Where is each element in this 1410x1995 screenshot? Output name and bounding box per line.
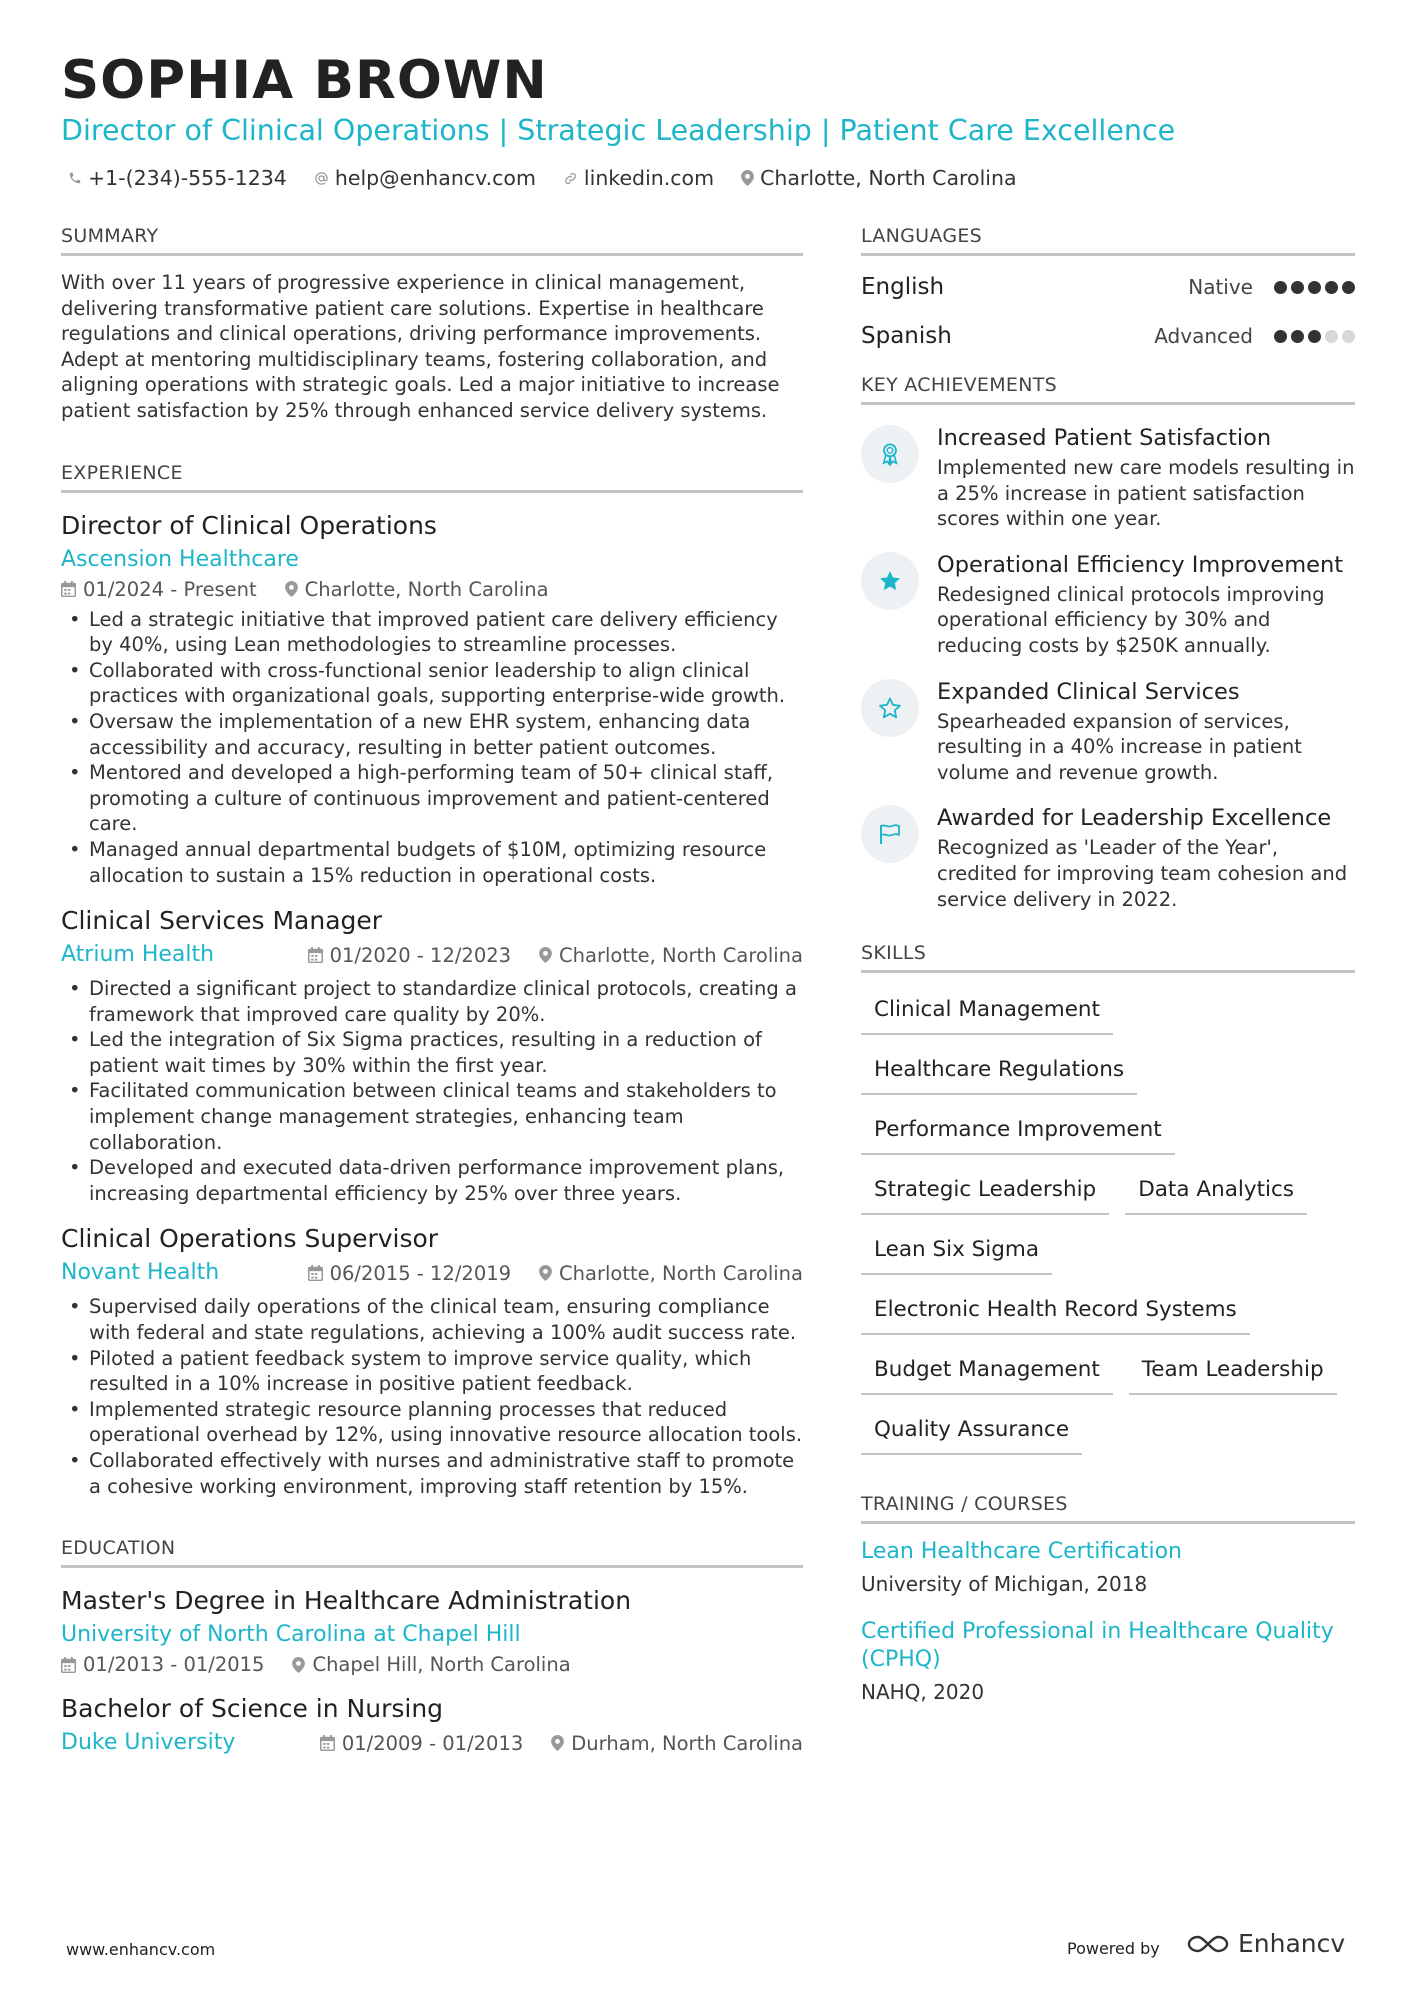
course-org: NAHQ, 2020 bbox=[861, 1680, 985, 1705]
phone-text: +1-(234)-555-1234 bbox=[88, 166, 287, 190]
achievement-desc: Redesigned clinical protocols improving operational efficiency by 30% and reducing costs by $250K annually. bbox=[937, 582, 1325, 657]
skill-tag: Quality Assurance bbox=[861, 1406, 1082, 1455]
rating-dot-filled bbox=[1291, 330, 1304, 343]
achievement-icon-badge bbox=[861, 805, 919, 863]
rating-dot-filled bbox=[1342, 281, 1355, 294]
skill-tag: Strategic Leadership bbox=[861, 1166, 1109, 1215]
job-bullets bbox=[61, 607, 803, 889]
bullet-item: • Developed and executed data-driven performance improvement plans, increasing departmental efficiency by 25% over three years. bbox=[61, 1155, 803, 1206]
achievement-desc: Spearheaded expansion of services, resulting in a 40% increase in patient volume and revenue growth. bbox=[937, 709, 1302, 784]
job-location-text: Charlotte, North Carolina bbox=[559, 943, 803, 967]
job-company: Ascension Healthcare bbox=[61, 546, 299, 572]
skill-tag: Performance Improvement bbox=[861, 1106, 1175, 1155]
achievement-icon-badge bbox=[861, 552, 919, 610]
award-ribbon-icon bbox=[879, 442, 901, 466]
edu-meta bbox=[61, 1653, 803, 1676]
calendar-icon bbox=[308, 947, 323, 963]
email-text: help@enhancv.com bbox=[334, 166, 536, 190]
education-entry bbox=[61, 1585, 803, 1676]
calendar-icon bbox=[308, 1265, 323, 1281]
job-dates bbox=[308, 944, 511, 967]
job-location-text: Charlotte, North Carolina bbox=[304, 577, 549, 601]
skills-heading: SKILLS bbox=[861, 942, 1355, 973]
contact-bar bbox=[68, 166, 1044, 190]
summary-heading: SUMMARY bbox=[61, 225, 803, 256]
edu-school-line bbox=[61, 1728, 803, 1758]
powered-by-label: Powered by bbox=[1067, 1939, 1160, 1958]
language-level: Advanced bbox=[1154, 324, 1253, 348]
job-company: Novant Health bbox=[61, 1260, 220, 1286]
achievements-heading: KEY ACHIEVEMENTS bbox=[861, 374, 1355, 405]
edu-dates-text: 01/2009 - 01/2013 bbox=[341, 1731, 524, 1755]
course-item bbox=[861, 1618, 1355, 1706]
language-name: English bbox=[861, 274, 945, 300]
rating-dot-filled bbox=[1325, 281, 1338, 294]
achievement-item bbox=[861, 803, 1355, 912]
job-dates bbox=[61, 578, 257, 601]
edu-school: Duke University bbox=[61, 1730, 236, 1756]
location-text: Charlotte, North Carolina bbox=[760, 166, 1017, 190]
edu-meta bbox=[320, 1732, 803, 1755]
edu-dates bbox=[61, 1653, 264, 1676]
job-location-text: Charlotte, North Carolina bbox=[559, 1261, 803, 1285]
education-heading: EDUCATION bbox=[61, 1537, 803, 1568]
calendar-icon bbox=[320, 1735, 335, 1751]
job-bullets bbox=[61, 976, 803, 1206]
bullet-item: • Managed annual departmental budgets of $10M, optimizing resource allocation to sustain a 15% reduction in operational costs. bbox=[61, 837, 803, 888]
edu-location bbox=[551, 1732, 803, 1755]
experience-heading: EXPERIENCE bbox=[61, 462, 803, 493]
skills-list bbox=[861, 986, 1355, 1466]
bullet-item: • Collaborated with cross-functional senior leadership to align clinical practices with organizational goals, supporting enterprise-wide growth. bbox=[61, 658, 803, 709]
skill-tag: Data Analytics bbox=[1125, 1166, 1307, 1215]
job-company-line bbox=[61, 1258, 803, 1288]
star-filled-icon bbox=[878, 569, 902, 593]
location-pin-icon bbox=[551, 1735, 564, 1751]
flag-icon bbox=[878, 823, 902, 845]
edu-dates bbox=[320, 1732, 523, 1755]
headline: Director of Clinical Operations | Strategic Leadership | Patient Care Excellence bbox=[61, 114, 1176, 147]
bullet-item: • Supervised daily operations of the clinical team, ensuring compliance with federal and state regulations, achieving a 100% audit success rate. bbox=[61, 1294, 803, 1345]
job-role: Director of Clinical Operations bbox=[61, 510, 437, 540]
language-level: Native bbox=[1188, 275, 1253, 299]
achievement-title: Expanded Clinical Services bbox=[937, 678, 1240, 705]
location-pin-icon bbox=[539, 947, 552, 963]
edu-location bbox=[292, 1653, 570, 1676]
languages-heading: LANGUAGES bbox=[861, 225, 1355, 256]
contact-location bbox=[741, 166, 1016, 190]
rating-dot-empty bbox=[1342, 330, 1355, 343]
rating-dot-filled bbox=[1274, 281, 1287, 294]
star-outline-icon bbox=[878, 696, 902, 720]
bullet-item: • Piloted a patient feedback system to improve service quality, which resulted in a 10% increase in positive patient feedback. bbox=[61, 1346, 803, 1397]
bullet-item: • Facilitated communication between clinical teams and stakeholders to implement change management strategies, enhancing team collaboration. bbox=[61, 1078, 803, 1155]
calendar-icon bbox=[61, 581, 76, 597]
job-location bbox=[539, 944, 803, 967]
location-pin-icon bbox=[741, 170, 754, 186]
rating-dot-filled bbox=[1291, 281, 1304, 294]
right-column bbox=[861, 225, 1355, 1706]
skill-tag: Budget Management bbox=[861, 1346, 1113, 1395]
job-dates-text: 06/2015 - 12/2019 bbox=[329, 1261, 512, 1285]
left-column bbox=[61, 225, 803, 1758]
achievement-item bbox=[861, 423, 1355, 532]
phone-icon bbox=[68, 171, 82, 185]
job-company: Atrium Health bbox=[61, 942, 215, 968]
bullet-item: • Led the integration of Six Sigma practices, resulting in a reduction of patient wait times by 30% within the first year. bbox=[61, 1027, 803, 1078]
achievement-title: Operational Efficiency Improvement bbox=[937, 551, 1344, 578]
edu-dates-text: 01/2013 - 01/2015 bbox=[83, 1653, 265, 1677]
achievement-item bbox=[861, 550, 1355, 659]
location-pin-icon bbox=[285, 581, 298, 597]
enhancv-logo-icon bbox=[1186, 1933, 1230, 1955]
brand-logo[interactable] bbox=[1186, 1929, 1345, 1958]
bullet-item: • Led a strategic initiative that improved patient care delivery efficiency by 40%, using Lean methodologies to streamline processes. bbox=[61, 607, 803, 658]
brand-name: Enhancv bbox=[1238, 1929, 1346, 1958]
job-dates-text: 01/2020 - 12/2023 bbox=[329, 943, 512, 967]
language-name: Spanish bbox=[861, 323, 952, 349]
achievement-desc: Implemented new care models resulting in a 25% increase in patient satisfaction scores within one year. bbox=[937, 456, 1355, 531]
achievement-icon-badge bbox=[861, 679, 919, 737]
course-org: University of Michigan, 2018 bbox=[861, 1572, 1148, 1597]
calendar-icon bbox=[61, 1657, 76, 1673]
candidate-name: SOPHIA BROWN bbox=[61, 50, 548, 111]
skill-tag: Electronic Health Record Systems bbox=[861, 1286, 1250, 1335]
job-dates bbox=[308, 1262, 511, 1285]
edu-degree: Master's Degree in Healthcare Administration bbox=[61, 1586, 632, 1616]
rating-dot-empty bbox=[1325, 330, 1338, 343]
job-entry bbox=[61, 1223, 803, 1499]
education-entry bbox=[61, 1693, 803, 1758]
edu-degree: Bachelor of Science in Nursing bbox=[61, 1694, 444, 1724]
bullet-item: • Oversaw the implementation of a new EHR system, enhancing data accessibility and accuracy, resulting in better patient outcomes. bbox=[61, 709, 803, 760]
course-title: Certified Professional in Healthcare Quality (CPHQ) bbox=[861, 1619, 1334, 1673]
bullet-item: • Directed a significant project to standardize clinical protocols, creating a framework that improved care quality by 20%. bbox=[61, 976, 803, 1027]
location-pin-icon bbox=[292, 1657, 305, 1673]
footer-url[interactable]: www.enhancv.com bbox=[66, 1940, 216, 1959]
edu-location-text: Durham, North Carolina bbox=[571, 1731, 803, 1755]
achievement-item bbox=[861, 677, 1355, 786]
job-meta bbox=[308, 1262, 803, 1285]
job-meta bbox=[308, 944, 803, 967]
job-entry bbox=[61, 905, 803, 1206]
linkedin-text: linkedin.com bbox=[583, 166, 715, 190]
course-item bbox=[861, 1538, 1355, 1598]
skill-tag: Clinical Management bbox=[861, 986, 1113, 1035]
skill-tag: Team Leadership bbox=[1129, 1346, 1337, 1395]
job-entry bbox=[61, 510, 803, 889]
job-location bbox=[285, 578, 549, 601]
contact-phone[interactable] bbox=[68, 166, 287, 190]
at-icon bbox=[314, 171, 329, 186]
location-pin-icon bbox=[539, 1265, 552, 1281]
job-bullets bbox=[61, 1294, 803, 1499]
achievement-desc: Recognized as 'Leader of the Year', credited for improving team cohesion and service delivery in 2022. bbox=[937, 836, 1348, 911]
achievement-title: Increased Patient Satisfaction bbox=[937, 425, 1272, 451]
bullet-item: • Implemented strategic resource planning processes that reduced operational overhead by 12%, using innovative resource allocation tools. bbox=[61, 1397, 803, 1448]
edu-location-text: Chapel Hill, North Carolina bbox=[312, 1653, 571, 1677]
rating-dot-filled bbox=[1274, 330, 1287, 343]
language-rating bbox=[1270, 281, 1355, 294]
rating-dot-filled bbox=[1308, 330, 1321, 343]
achievement-icon-badge bbox=[861, 425, 919, 483]
bullet-item: • Collaborated effectively with nurses and administrative staff to promote a cohesive working environment, improving staff retention by 15%. bbox=[61, 1448, 803, 1499]
job-role: Clinical Services Manager bbox=[61, 906, 383, 936]
job-company-line bbox=[61, 940, 803, 970]
course-title: Lean Healthcare Certification bbox=[861, 1539, 1182, 1565]
job-meta bbox=[61, 578, 803, 601]
job-location bbox=[539, 1262, 803, 1285]
summary-text: With over 11 years of progressive experience in clinical management, delivering transformative patient care solutions. Expertise in healthcare regulations and clinical operations, driving performance improvements. Adept at mentoring multidisciplinary teams, fostering collaboration, and aligning operations with strategic goals. Led a major initiative to increase patient satisfaction by 25% through enhanced service delivery systems. bbox=[61, 271, 780, 422]
contact-email[interactable] bbox=[314, 166, 536, 190]
language-row bbox=[861, 269, 1355, 305]
contact-linkedin[interactable] bbox=[563, 166, 714, 190]
language-rating bbox=[1270, 330, 1355, 343]
language-row bbox=[861, 318, 1355, 354]
skill-tag: Healthcare Regulations bbox=[861, 1046, 1137, 1095]
skill-tag: Lean Six Sigma bbox=[861, 1226, 1052, 1275]
achievement-title: Awarded for Leadership Excellence bbox=[937, 805, 1332, 832]
rating-dot-filled bbox=[1308, 281, 1321, 294]
link-icon bbox=[563, 171, 578, 186]
job-role: Clinical Operations Supervisor bbox=[61, 1224, 439, 1254]
bullet-item: • Mentored and developed a high-performing team of 50+ clinical staff, promoting a culture of continuous improvement and patient-centered care. bbox=[61, 760, 803, 837]
edu-school: University of North Carolina at Chapel Hill bbox=[61, 1622, 521, 1648]
training-heading: TRAINING / COURSES bbox=[861, 1493, 1355, 1524]
job-dates-text: 01/2024 - Present bbox=[83, 577, 257, 601]
